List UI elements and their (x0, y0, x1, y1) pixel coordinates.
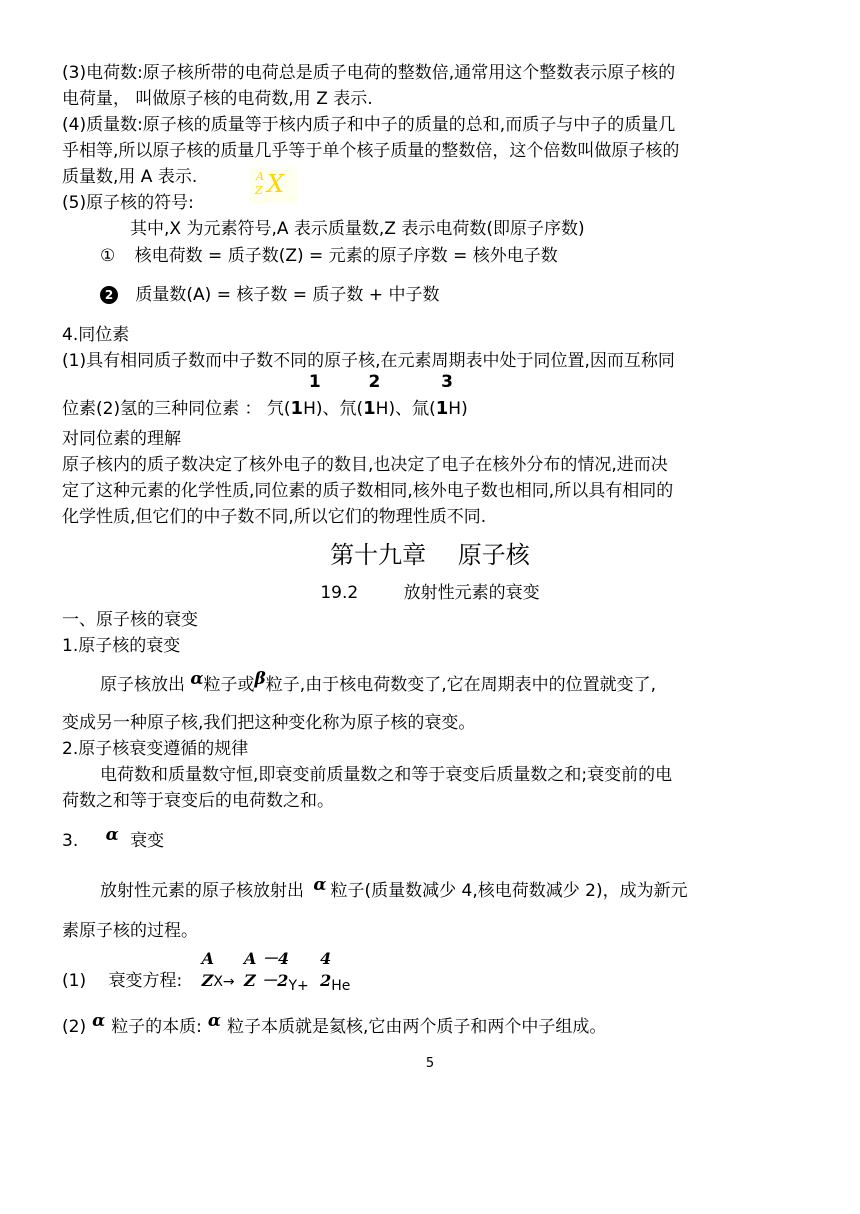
page-number: 5 (425, 1056, 435, 1071)
symbol-x: X (267, 170, 285, 198)
list-item (100, 284, 439, 306)
text-line: 变成另一种原子核,我们把这种变化称为原子核的衰变。 (62, 713, 476, 733)
text-line: 放射性元素的原子核放射出 α 粒子(质量数减少 4,核电荷数减少 2)，成为新元 (100, 875, 688, 901)
text-line: 素原子核的过程。 (62, 921, 198, 941)
isotope-protium: 氕( 1 1H)、 (266, 372, 340, 419)
beta-symbol: β (254, 669, 266, 689)
section-title: 4.同位素 (62, 325, 130, 345)
alpha-symbol: α (190, 669, 204, 689)
alpha-symbol: α (313, 875, 327, 895)
text-line: (4)质量数:原子核的质量等于核内质子和中子的质量的总和,而质子与中子的质量几 (62, 115, 676, 135)
nucleus-symbol-image (249, 168, 297, 204)
subsection-title: 对同位素的理解 (62, 429, 181, 449)
subsection-title: 1.原子核的衰变 (62, 636, 181, 656)
alpha-nature-line: (2) α 粒子的本质: α 粒子本质就是氦核,它由两个质子和两个中子组成。 (62, 1011, 607, 1037)
helium-nucleus: 4 $2_{He}$ (320, 949, 351, 994)
text-line: 电荷数和质量数守恒,即衰变前质量数之和等于衰变后质量数之和;衰变前的电 (100, 765, 673, 785)
equation-label: (1) 衰变方程: (62, 971, 183, 991)
symbol-a: A (256, 170, 264, 183)
list-text: 质量数(A) = 核子数 = 质子数 + 中子数 (135, 285, 440, 305)
subsection-title: 2.原子核衰变遵循的规律 (62, 739, 249, 759)
text-line: 化学性质,但它们的中子数不同,所以它们的物理性质不同. (62, 507, 487, 527)
list-text: 核电荷数 = 质子数(Z) = 元素的原子序数 = 核外电子数 (134, 246, 558, 266)
daughter-nucleus: A －4 $Z -2_{Y+}$ (244, 949, 309, 994)
text-span: 位素(2)氢的三种同位素 ： (62, 399, 262, 419)
section-heading (0, 582, 860, 604)
list-item (100, 245, 558, 267)
symbol-z: Z (255, 184, 263, 197)
alpha-symbol: α (92, 1011, 106, 1031)
list-marker-filled: 2 (100, 286, 118, 304)
text-line: 原子核内的质子数决定了核外电子的数目,也决定了电子在核外分布的情况,进而决 (62, 455, 668, 475)
text-line: (3)电荷数:原子核所带的电荷总是质子电荷的整数倍,通常用这个整数表示原子核的 (62, 63, 676, 83)
chapter-title: 第十九章 原子核 (330, 541, 530, 569)
nucleus-symbol-label: (5)原子核的符号: (62, 193, 194, 213)
text-line: 原子核放出 α粒子或β粒子,由于核电荷数变了,它在周期表中的位置就变了, (100, 669, 657, 695)
decay-equation-line (62, 949, 351, 994)
text-line: 电荷量， 叫做原子核的电荷数,用 Z 表示. (62, 89, 373, 109)
part-title: 一、原子核的衰变 (62, 610, 198, 630)
text-line: 荷数之和等于衰变后的电荷数之和。 (62, 791, 334, 811)
symbol-explanation: 其中,X 为元素符号,A 表示质量数,Z 表示电荷数(即原子序数) (130, 219, 585, 239)
list-marker: ① (100, 246, 116, 266)
alpha-symbol: α (105, 825, 119, 845)
text-line: 质量数,用 A 表示. (62, 167, 198, 187)
subsection-title-alpha-decay: 3. α 衰变 (62, 825, 165, 851)
section-title: 放射性元素的衰变 (403, 583, 540, 603)
alpha-symbol: α (207, 1011, 222, 1031)
parent-nucleus: A ZX→ (201, 949, 235, 990)
text-line: 定了这种元素的化学性质,同位素的质子数相同,核外电子数也相同,所以具有相同的 (62, 481, 674, 501)
arrow-icon: → (222, 974, 235, 990)
isotope-tritium: 氚( 3 1H) (412, 372, 468, 419)
text-line: 乎相等,所以原子核的质量几乎等于单个核子质量的整数倍，这个倍数叫做原子核的 (62, 141, 680, 161)
isotopes-line (62, 372, 468, 420)
text-line: (1)具有相同质子数而中子数不同的原子核,在元素周期表中处于同位置,因而互称同 (62, 351, 675, 371)
section-number: 19.2 (320, 583, 359, 603)
isotope-deuterium: 氘( 2 1H)、 (339, 372, 413, 419)
